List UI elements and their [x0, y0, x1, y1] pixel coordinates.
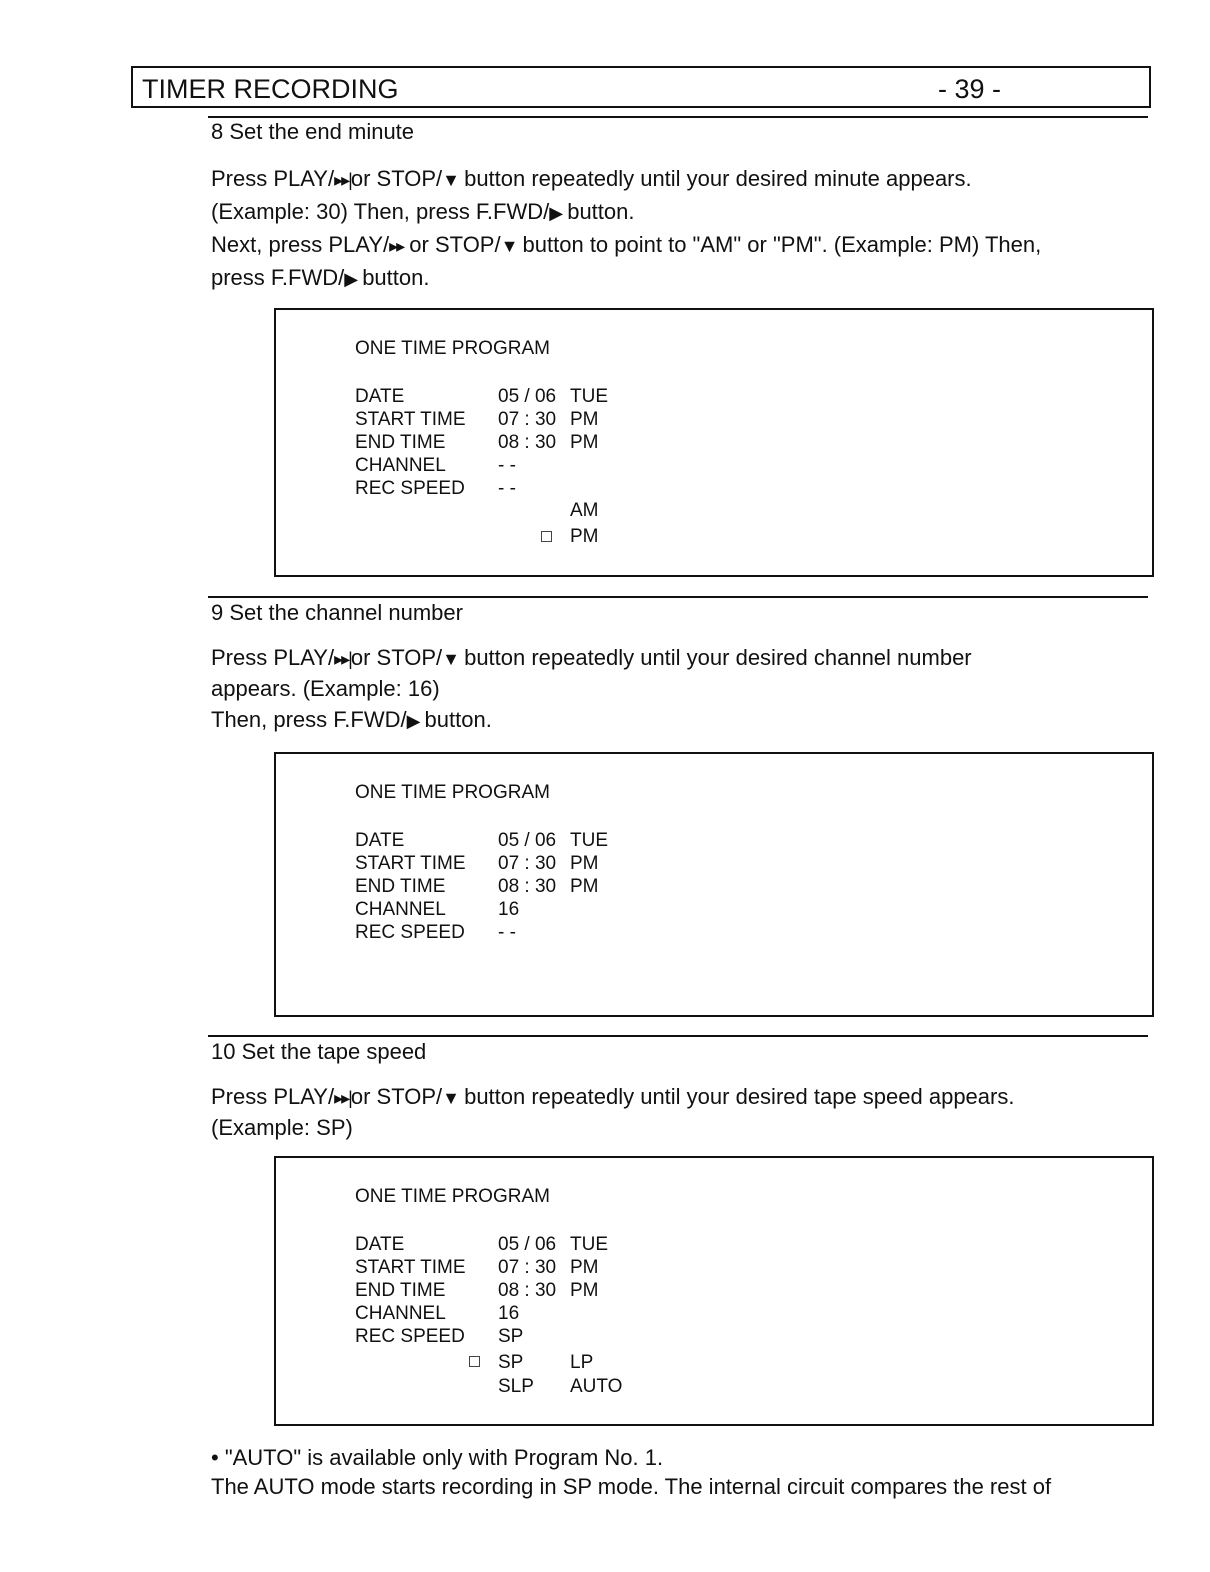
osd-unit: PM [570, 1257, 599, 1278]
text: or STOP/ [350, 645, 443, 670]
osd-value: 08 : 30 [498, 876, 557, 897]
osd-unit: TUE [570, 830, 608, 851]
selection-cursor-icon [469, 1356, 480, 1367]
osd-label: END TIME [355, 432, 446, 453]
osd-value: 05 / 06 [498, 386, 557, 407]
osd-option-sp: SP [498, 1352, 524, 1373]
osd-label: START TIME [355, 853, 466, 874]
text: Next, press PLAY/ [211, 232, 390, 257]
osd-label: DATE [355, 1234, 405, 1255]
osd-label: START TIME [355, 1257, 466, 1278]
osd-label: CHANNEL [355, 455, 446, 476]
play-skip-icon: ▸▸| [334, 649, 351, 669]
osd-title: ONE TIME PROGRAM [355, 782, 550, 803]
stop-down-icon: ▼ [442, 649, 458, 669]
osd-option-row [355, 1376, 855, 1399]
osd-row-rec-speed [355, 478, 855, 501]
text: button. [418, 707, 492, 732]
step-9-title: 9 Set the channel number [211, 600, 463, 625]
divider [208, 116, 1148, 118]
step-8-title: 8 Set the end minute [211, 119, 415, 144]
osd-row-channel [355, 1303, 855, 1326]
osd-row-rec-speed [355, 1326, 855, 1349]
play-icon: ▸▸ [389, 236, 404, 256]
osd-row-channel [355, 899, 855, 922]
osd-label: REC SPEED [355, 1326, 465, 1347]
osd-label: CHANNEL [355, 899, 446, 920]
osd-value: 07 : 30 [498, 409, 557, 430]
step-10-title: 10 Set the tape speed [211, 1039, 427, 1064]
osd-row-start-time [355, 853, 855, 876]
osd-value: 05 / 06 [498, 830, 557, 851]
osd-row-end-time [355, 1280, 855, 1303]
note-line: • "AUTO" is available only with Program No. 1. [211, 1445, 664, 1470]
text: Press PLAY/ [211, 645, 335, 670]
osd-option-row [355, 526, 855, 549]
osd-row-channel [355, 455, 855, 478]
osd-unit: PM [570, 853, 599, 874]
osd-label: DATE [355, 830, 405, 851]
osd-value: 07 : 30 [498, 853, 557, 874]
osd-row-end-time [355, 876, 855, 899]
text: appears. (Example: 16) [211, 676, 440, 701]
note-line: The AUTO mode starts recording in SP mode. The internal circuit compares the rest of [211, 1474, 1052, 1499]
text: button. [356, 265, 430, 290]
ffwd-icon: ▶ [344, 269, 357, 289]
text: (Example: 30) Then, press F.FWD/ [211, 199, 550, 224]
text: button repeatedly until your desired minute appears. [457, 166, 972, 191]
osd-screen-step-9 [274, 752, 1154, 1017]
step-10-instructions [211, 1082, 1151, 1142]
osd-label: DATE [355, 386, 405, 407]
stop-down-icon: ▼ [442, 1088, 458, 1108]
osd-value: 08 : 30 [498, 432, 557, 453]
osd-option-auto: AUTO [570, 1376, 623, 1397]
osd-option-pm: PM [570, 526, 599, 547]
osd-unit: TUE [570, 1234, 608, 1255]
osd-label: REC SPEED [355, 922, 465, 943]
text: (Example: SP) [211, 1115, 353, 1140]
osd-option-am: AM [570, 500, 599, 521]
text: Press PLAY/ [211, 166, 335, 191]
osd-value: 16 [498, 1303, 520, 1324]
osd-value: - - [498, 455, 516, 476]
osd-label: CHANNEL [355, 1303, 446, 1324]
osd-value: 08 : 30 [498, 1280, 557, 1301]
play-skip-icon: ▸▸| [334, 1088, 351, 1108]
osd-unit: PM [570, 409, 599, 430]
osd-value: 16 [498, 899, 520, 920]
stop-down-icon: ▼ [500, 236, 517, 256]
osd-screen-step-10 [274, 1156, 1154, 1426]
osd-label: REC SPEED [355, 478, 465, 499]
osd-title: ONE TIME PROGRAM [355, 338, 550, 359]
osd-unit: TUE [570, 386, 608, 407]
osd-label: END TIME [355, 1280, 446, 1301]
text: button to point to "AM" or "PM". (Example: PM) Then, [516, 232, 1042, 257]
text: or STOP/ [350, 166, 443, 191]
osd-value: - - [498, 478, 516, 499]
osd-title: ONE TIME PROGRAM [355, 1186, 550, 1207]
osd-option-row [355, 500, 855, 523]
osd-row-start-time [355, 409, 855, 432]
text: Then, press F.FWD/ [211, 707, 407, 732]
step-8-instructions [211, 163, 1151, 295]
osd-unit: PM [570, 432, 599, 453]
text: button repeatedly until your desired channel number [457, 645, 972, 670]
text: button. [561, 199, 635, 224]
osd-row-date [355, 386, 855, 409]
osd-row-start-time [355, 1257, 855, 1280]
text: or STOP/ [403, 232, 501, 257]
divider [208, 1035, 1148, 1037]
osd-row-rec-speed [355, 922, 855, 945]
osd-option-slp: SLP [498, 1376, 534, 1397]
osd-unit: PM [570, 1280, 599, 1301]
osd-row-end-time [355, 432, 855, 455]
page-number: - 39 - [938, 74, 1002, 104]
osd-value: SP [498, 1326, 524, 1347]
osd-label: END TIME [355, 876, 446, 897]
osd-row-date [355, 1234, 855, 1257]
page-header [131, 66, 1151, 108]
page-title: TIMER RECORDING [142, 74, 399, 104]
osd-value: 05 / 06 [498, 1234, 557, 1255]
osd-value: 07 : 30 [498, 1257, 557, 1278]
ffwd-icon: ▶ [406, 711, 419, 731]
osd-unit: PM [570, 876, 599, 897]
osd-label: START TIME [355, 409, 466, 430]
auto-mode-note [211, 1443, 1171, 1501]
osd-option-lp: LP [570, 1352, 594, 1373]
play-skip-icon: ▸▸| [334, 170, 351, 190]
text: button repeatedly until your desired tape speed appears. [457, 1084, 1015, 1109]
ffwd-icon: ▶ [549, 203, 562, 223]
osd-row-date [355, 830, 855, 853]
step-9-instructions [211, 643, 1151, 738]
divider [208, 596, 1148, 598]
text: press F.FWD/ [211, 265, 345, 290]
osd-value: - - [498, 922, 516, 943]
selection-cursor-icon [541, 531, 552, 542]
osd-option-row [355, 1352, 855, 1375]
stop-down-icon: ▼ [442, 170, 458, 190]
osd-screen-step-8 [274, 308, 1154, 577]
text: Press PLAY/ [211, 1084, 335, 1109]
text: or STOP/ [350, 1084, 443, 1109]
